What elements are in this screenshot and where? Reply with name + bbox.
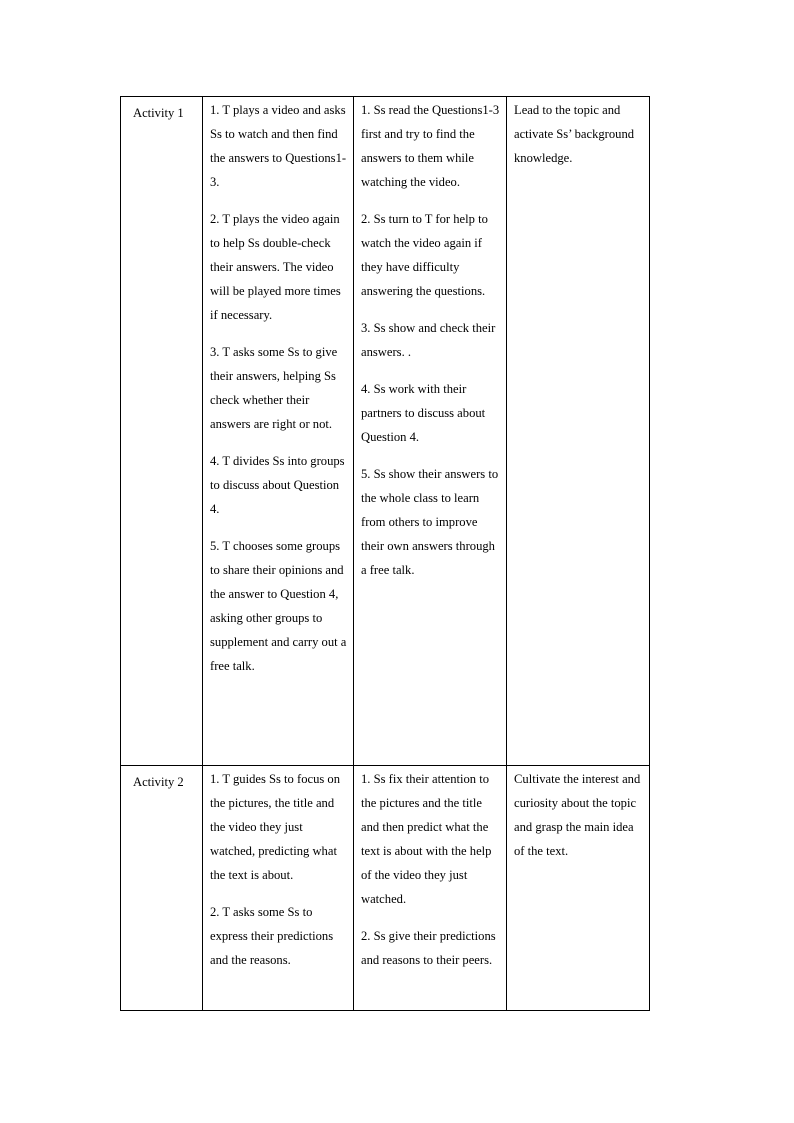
student-activities-cell	[354, 766, 507, 1011]
purpose-cell	[507, 766, 650, 1011]
student-step: 1. Ss fix their attention to the pictures and the title and then predict what the text is about with the help of the video they just watched.	[361, 772, 492, 906]
purpose-text: Lead to the topic and activate Ss’ background knowledge.	[514, 103, 635, 165]
purpose-cell	[507, 97, 650, 766]
teacher-step: 5. T chooses some groups to share their opinions and the answer to Question 4, asking other groups to supplement and carry out a free talk.	[210, 539, 347, 673]
teacher-step: 4. T divides Ss into groups to discuss about Question 4.	[210, 454, 345, 516]
student-step: 3. Ss show and check their answers. .	[361, 321, 496, 359]
table-row-activity-1	[121, 97, 650, 766]
activity-label: Activity 2	[121, 766, 203, 1011]
student-activities-cell	[354, 97, 507, 766]
student-step: 5. Ss show their answers to the whole class to learn from others to improve their own answers through a free talk.	[361, 467, 499, 577]
teacher-activities-cell	[203, 766, 354, 1011]
teacher-step: 2. T plays the video again to help Ss double-check their answers. The video will be played more times if necessary.	[210, 212, 341, 322]
teacher-step: 1. T plays a video and asks Ss to watch and then find the answers to Questions1-3.	[210, 103, 347, 189]
student-step: 4. Ss work with their partners to discuss about Question 4.	[361, 382, 486, 444]
student-step: 2. Ss turn to T for help to watch the video again if they have difficulty answering the questions.	[361, 212, 488, 298]
table-row-activity-2	[121, 766, 650, 1011]
teacher-step: 2. T asks some Ss to express their predictions and the reasons.	[210, 905, 334, 967]
teacher-step: 1. T guides Ss to focus on the pictures, the title and the video they just watched, predicting what the text is about.	[210, 772, 341, 882]
student-step: 2. Ss give their predictions and reasons to their peers.	[361, 929, 496, 967]
activity-label: Activity 1	[121, 97, 203, 766]
teacher-activities-cell	[203, 97, 354, 766]
purpose-text: Cultivate the interest and curiosity about the topic and grasp the main idea of the text.	[514, 772, 641, 858]
student-step: 1. Ss read the Questions1-3 first and try to find the answers to them while watching the video.	[361, 103, 500, 189]
lesson-plan-table	[120, 96, 650, 1011]
teacher-step: 3. T asks some Ss to give their answers, helping Ss check whether their answers are right or not.	[210, 345, 338, 431]
